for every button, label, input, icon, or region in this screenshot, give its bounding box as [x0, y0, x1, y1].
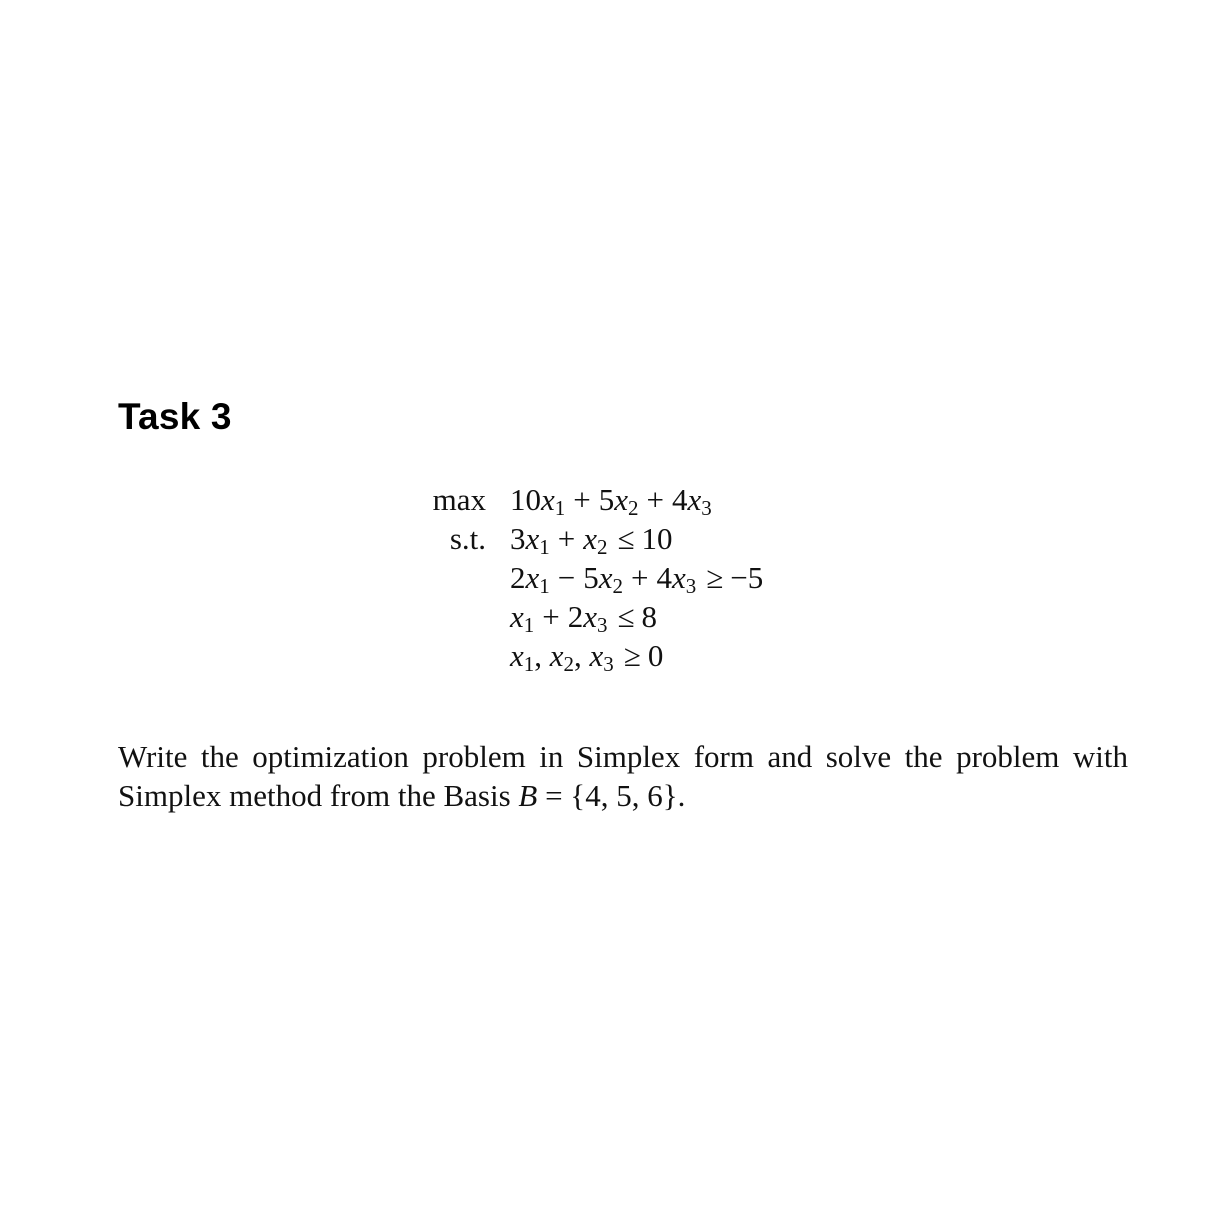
constraint-row	[420, 519, 880, 558]
constraint-row	[420, 597, 880, 636]
subject-to-label: s.t.	[449, 521, 486, 556]
constraint-row	[420, 558, 880, 597]
objective-row	[420, 480, 880, 519]
constraint-expression: x1 + 2x3 ≤ 8	[510, 599, 658, 637]
linear-program	[420, 480, 880, 675]
objective-expression: 10x1 + 5x2 + 4x3	[510, 482, 712, 520]
constraint-expression: 2x1 − 5x2 + 4x3 ≥ −5	[510, 560, 764, 598]
max-label: max	[432, 482, 486, 517]
nonnegativity-constraint: x1, x2, x3 ≥ 0	[510, 638, 664, 676]
instruction-paragraph: Write the optimization problem in Simplex form and solve the problem with Simplex method from the Basis B = {4, 5, 6}.	[118, 739, 1128, 813]
nonnegativity-row	[420, 636, 880, 675]
task-heading: Task 3	[118, 396, 232, 437]
constraint-expression: 3x1 + x2 ≤ 10	[510, 521, 673, 559]
